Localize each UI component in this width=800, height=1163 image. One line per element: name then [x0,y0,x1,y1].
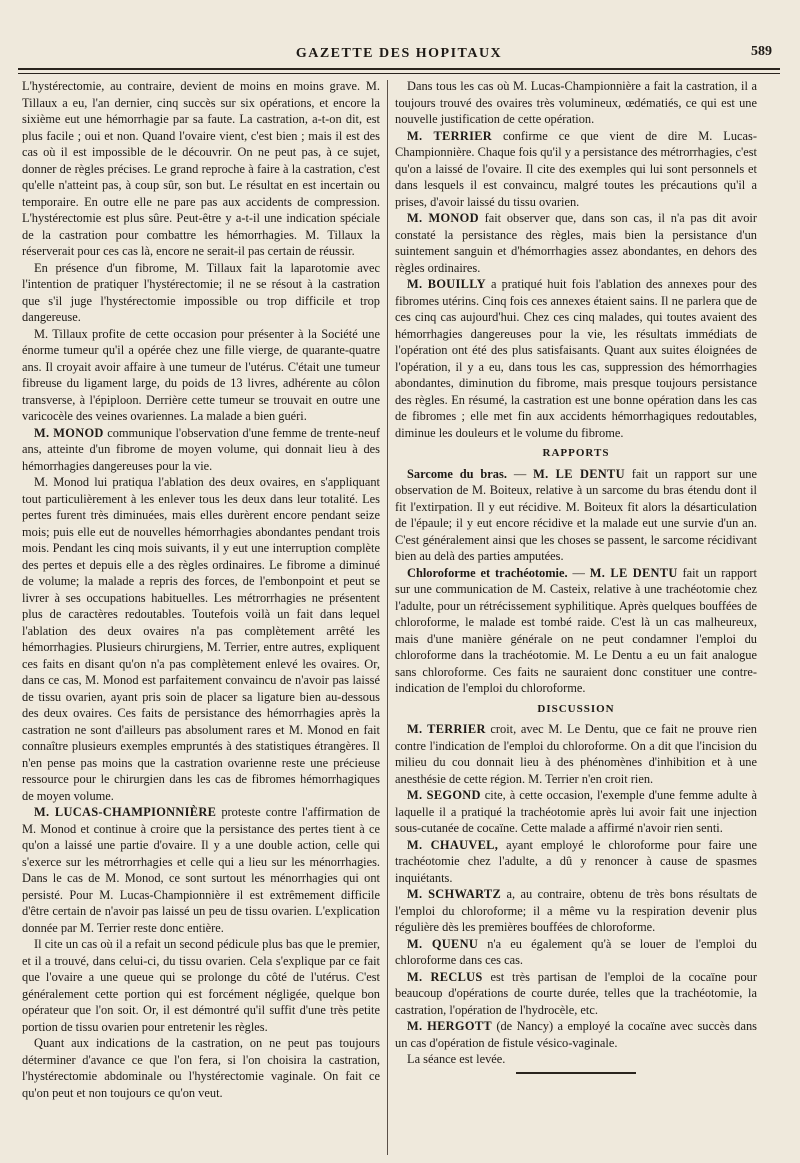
speaker-name: M. TERRIER [407,722,486,736]
section-heading-rapports: RAPPORTS [542,447,610,459]
paragraph-text: communique l'observation d'une femme de trente-neuf ans, atteinte d'un fibrome de moyen volume, qui donnait lieu à des hémorrhagies dangereuses pour la vie. [22,425,380,473]
paragraph [395,787,757,837]
left-column [22,78,380,1101]
page-header [18,42,780,64]
closing-line: La séance est levée. [407,1052,506,1066]
right-column [395,78,757,1074]
speaker-name: M. LE DENTU [589,565,678,580]
paragraph: Sarcome du bras. — M. LE DENTU fait un rapport sur une observation de M. Boiteux, relative à un sarcome du bras étendu dont il fit l'extirpation. Il y eut récidive. M. Boiteux fit alors la désarticulation de l'épaule; il y eut encore récidive et la malade eut une survie d'un an. C'est généralement ainsi que les choses se passent, le sarcome récidivant bien au delà des parties amputées. [395,466,757,563]
speaker-name: M. QUENU [407,936,479,951]
paragraph-text: croit, avec M. Le Dentu, que ce fait ne prouve rien contre l'indication de l'emploi du chloroforme. On a dit que l'incision du milieu du cou donnait lieu à des phénomènes d'inhibition et à une anesthésie de cette région. M. Terrier n'en croit rien. [395,722,757,786]
page-number: 589 [751,44,772,59]
paragraph [395,721,757,787]
paragraph [22,425,380,475]
paragraph-text: fait observer que, dans son cas, il n'a pas dit avoir constaté la persistance des règles, mais bien la persistance d'un suintement sanguin et d'hémorrhagies assez abondantes, en dehors des règles ordinaires. [395,211,757,275]
speaker-name: M. SCHWARTZ [407,887,502,901]
paragraph: Dans tous les cas où M. Lucas-Championnière a fait la castration, il a toujours trouvé des ovaires très volumineux, œdématiés, ce qui est une nouvelle justification de cette opération. [395,79,757,126]
paragraph-text: (de Nancy) a employé la cocaïne avec succès dans un cas d'opération de fistule vésico-vaginale. [395,1019,757,1050]
speaker-name: M. TERRIER [407,128,493,143]
speaker-name: M. LE DENTU [533,466,625,481]
column-divider [387,80,388,1155]
speaker-name: M. LUCAS-CHAMPIONNIÈRE [34,805,217,819]
speaker-name: M. CHAUVEL, [407,837,499,852]
paragraph [395,128,757,211]
section-heading-discussion: DISCUSSION [537,702,615,715]
paragraph: M. Tillaux profite de cette occasion pour présenter à la Société une énorme tumeur qu'il a opérée chez une fille vierge, de quarante-quatre ans. Il croyait avoir affaire à une tumeur de l'utérus. C'était une tumeur fibreuse du ligament large, du poids de 13 livres, adhérente au côlon transverse, à l'épiploon. Derrière cette tumeur se trouvait en outre une varicocèle des veines ovariennes. La malade a bien guéri. [22,326,380,423]
paragraph-text: cite, à cette occasion, l'exemple d'une femme adulte à laquelle il a pratiqué la trachéotomie après lui avoir fait une injection sous-cutanée de cocaïne. Cette malade a affirmé n'avoir rien senti. [395,788,757,835]
paragraph-text: est très partisan de l'emploi de la cocaïne pour beaucoup d'opérations de courte durée, telles que la trachéotomie, la castration, l'opération de l'hydrocèle, etc. [395,969,757,1017]
journal-title: GAZETTE DES HOPITAUX [295,46,503,61]
paragraph [22,804,380,936]
end-rule [516,1072,636,1074]
paragraph-text: a, au contraire, obtenu de très bons résultats de l'emploi du chloroforme; il a même vu la respiration devenir plus régulière dès les premières bouffées de chloroforme. [395,887,757,934]
paragraph: M. Monod lui pratiqua l'ablation des deux ovaires, en s'appliquant tout particulièrement à les enlever tous les deux dans leur totalité. Les pertes furent très diminuées, mais elles durèrent encore pendant seize mois; puis elle eut de nouvelles hémorrhagies abondantes pendant trois mois. Pendant les cinq mois suivants, il y eut une interruption complète des pertes et depuis elle a des règles ordinaires. Le fibrome a diminué de volume; la malade a repris des forces, de l'embonpoint et peut se livrer à ses occupations habituelles. Les métrorrhagies ne présentent plus de caractères redoutables. Toutefois voilà un fait dans lequel l'ablation des deux ovaires n'a pas complètement arrêté les hémorrhagies. Plusieurs chirurgiens, M. Terrier, entre autres, expliquent ces faits en disant qu'on n'a pas complètement enlevé les ovaires. Or, dans ce cas, M. Monod est parfaitement convaincu de n'avoir pas laissé de tissu ovarien, ayant pris soin de placer sa ligature bien au-dessous des deux ovaires. Ces faits de persistance des hémorrhagies après la castration ne sont d'ailleurs pas absolument rares et M. Monod en fait connaître plusieurs exemples empruntés à des statistiques étrangères. Il n'en pense pas moins que la castration ovarienne reste une précieuse ressource pour le chirurgien dans les cas de fibromes hémorrhagiques de moyen volume. [22,475,380,803]
paragraph [395,886,757,936]
paragraph-text: a pratiqué huit fois l'ablation des annexes pour des fibromes utérins. Cinq fois ces annexes étaient sains. Il ne parlera que de ces cinq cas aujourd'hui. Chez ces cinq malades, qui toutes avaient des hémorrhagies dangereuses pour la vie, les résultats immédiats de l'opération ont été des plus satisfaisants. Quant aux suites éloignées de l'opération, il y a eu, dans tous les cas, suppression des hémorrhagies abondantes, diminution du fibrome, mais presque toujours persistance des règles. En résumé, la castration est une bonne opération dans les cas de fibromes ; elle met fin aux accidents hémorrhagiques redoutables, diminue les douleurs et le volume du fibrome. [395,277,757,440]
speaker-name: M. HERGOTT [407,1019,492,1033]
paragraph [395,969,757,1019]
speaker-name: M. MONOD [34,425,104,440]
paragraph [395,210,757,276]
speaker-name: M. RECLUS [407,969,483,984]
paragraph [395,276,757,441]
paragraph-text: fait un rapport sur une observation de M. Boiteux, relative à un sarcome du bras étendu dont il fit l'extirpation. Il y eut récidive. M. Boiteux fit alors la désarticulation de l'épaule; il y eut encore récidive et la malade eut une survie d'un an. C'est généralement ainsi que les choses se passent, le sarcome récidivant bien au delà des parties amputées. [395,466,757,563]
paragraph-text: confirme ce que vient de dire M. Lucas-Championnière. Chaque fois qu'il y a persistance des métrorrhagies, c'est qu'on a laissé de l'ovaire. Il cite des exemples qui lui sont personnels et dans lesquels il est convaincu, malgré toutes les précautions qu'il a prises, d'avoir laissé du tissu ovarien. [395,128,757,209]
paragraph: L'hystérectomie, au contraire, devient de moins en moins grave. M. Tillaux a eu, l'an dernier, cinq succès sur six opérations, et encore la sixième eut une hémorrhagie par sa faute. La castration, a-t-on dit, est plus facile ; oui et non. Quand l'ovaire vient, c'est bien ; mais il est des cas où il est impossible de le découvrir. On ne peut pas, à ce sujet, donner de règles précises. Le grand reproche à faire à la castration, c'est qu'elle n'atteint pas, à coup sûr, son but. Le résultat en est incertain ou temporaire. En outre elle ne pare pas aux accidents de compression. L'hystérectomie est plus sûre. Peut-être y a-t-il une indication spéciale de la castration pour combattre les hémorrhagies. M. Tillaux la réserverait pour ces cas là, encore ne serait-il pas certain de réussir. [22,79,380,258]
paragraph-text: ayant employé le chloroforme pour faire une trachéotomie chez l'adulte, a dû y renoncer à cause de spasmes inquiétants. [395,837,757,885]
report-title: Chloroforme et trachéotomie. [407,565,568,580]
paragraph-text: n'a eu également qu'à se louer de l'emploi du chloroforme dans ces cas. [395,936,757,967]
speaker-name: M. SEGOND [407,788,481,802]
paragraph-text: proteste contre l'affirmation de M. Monod et continue à croire que la persistance des pertes tient à ce qu'on a laissé une partie d'ovaire. Il y a une double action, celle qui s'exerce sur les métrorrhagies et celle qui a lieu sur les ménorrhagies. Dans le cas de M. Monod, ce sont surtout les ménorrhagies qui ont persisté. Pour M. Lucas-Championnière il est extrêmement difficile d'être certain de n'avoir pas laissé un peu de tissu ovarien. L'explication donnée par M. Terrier reste donc entière. [22,805,380,935]
header-rule-thin [18,73,780,74]
speaker-name: M. BOUILLY [407,277,486,291]
paragraph: Il cite un cas où il a refait un second pédicule plus bas que le premier, et il a trouvé, dans celui-ci, du tissu ovarien. Cela s'explique par ce fait que l'ovaire a une queue qui se prolonge du côté de l'utérus. C'est généralement cette portion qui est forcément négligée, quelque bon opérateur que l'on soit. Or, il est démontré qu'il suffit d'une très petite portion de tissu ovarien pour entretenir les règles. [22,937,380,1034]
paragraph: En présence d'un fibrome, M. Tillaux fait la laparotomie avec l'intention de pratiquer l'hystérectomie; il ne se résout à la castration que s'il juge l'hystérectomie impossible ou trop difficile et trop dangereuse. [22,260,380,324]
paragraph-text: fait un rapport sur une communication de M. Casteix, relative à une trachéotomie chez l'adulte, pour un rétrécissement syphilitique. Après quelques bouffées de chloroforme, le malade est tombé raide. C'est là un cas malheureux, mais d'une manière générale on ne peut condamner l'emploi du chloroforme dans la trachéotomie. M. Le Dentu a eu un fait analogue sans chloroforme. Ces faits ne sauraient donc constituer une contre-indication de l'emploi du chloroforme. [395,565,757,695]
paragraph [395,1018,757,1051]
paragraph: Chloroforme et trachéotomie. — M. LE DENTU fait un rapport sur une communication de M. Casteix, relative à une trachéotomie chez l'adulte, pour un rétrécissement syphilitique. Après quelques bouffées de chloroforme, le malade est tombé raide. C'est là un cas malheureux, mais d'une manière générale on ne peut condamner l'emploi du chloroforme dans la trachéotomie. M. Le Dentu a eu un fait analogue sans chloroforme. Ces faits ne sauraient donc constituer une contre-indication de l'emploi du chloroforme. [395,565,757,695]
paragraph [395,837,757,887]
header-rule-thick [18,68,780,70]
report-title: Sarcome du bras. [407,466,507,481]
paragraph: Quant aux indications de la castration, on ne peut pas toujours déterminer d'avance ce que l'on fera, si l'on choisira la castration, l'hystérectomie abdominale ou l'hystérectomie vaginale. On fait ce qu'on peut et non toujours ce qu'on veut. [22,1036,380,1100]
paragraph [395,936,757,969]
speaker-name: M. MONOD [407,211,479,225]
